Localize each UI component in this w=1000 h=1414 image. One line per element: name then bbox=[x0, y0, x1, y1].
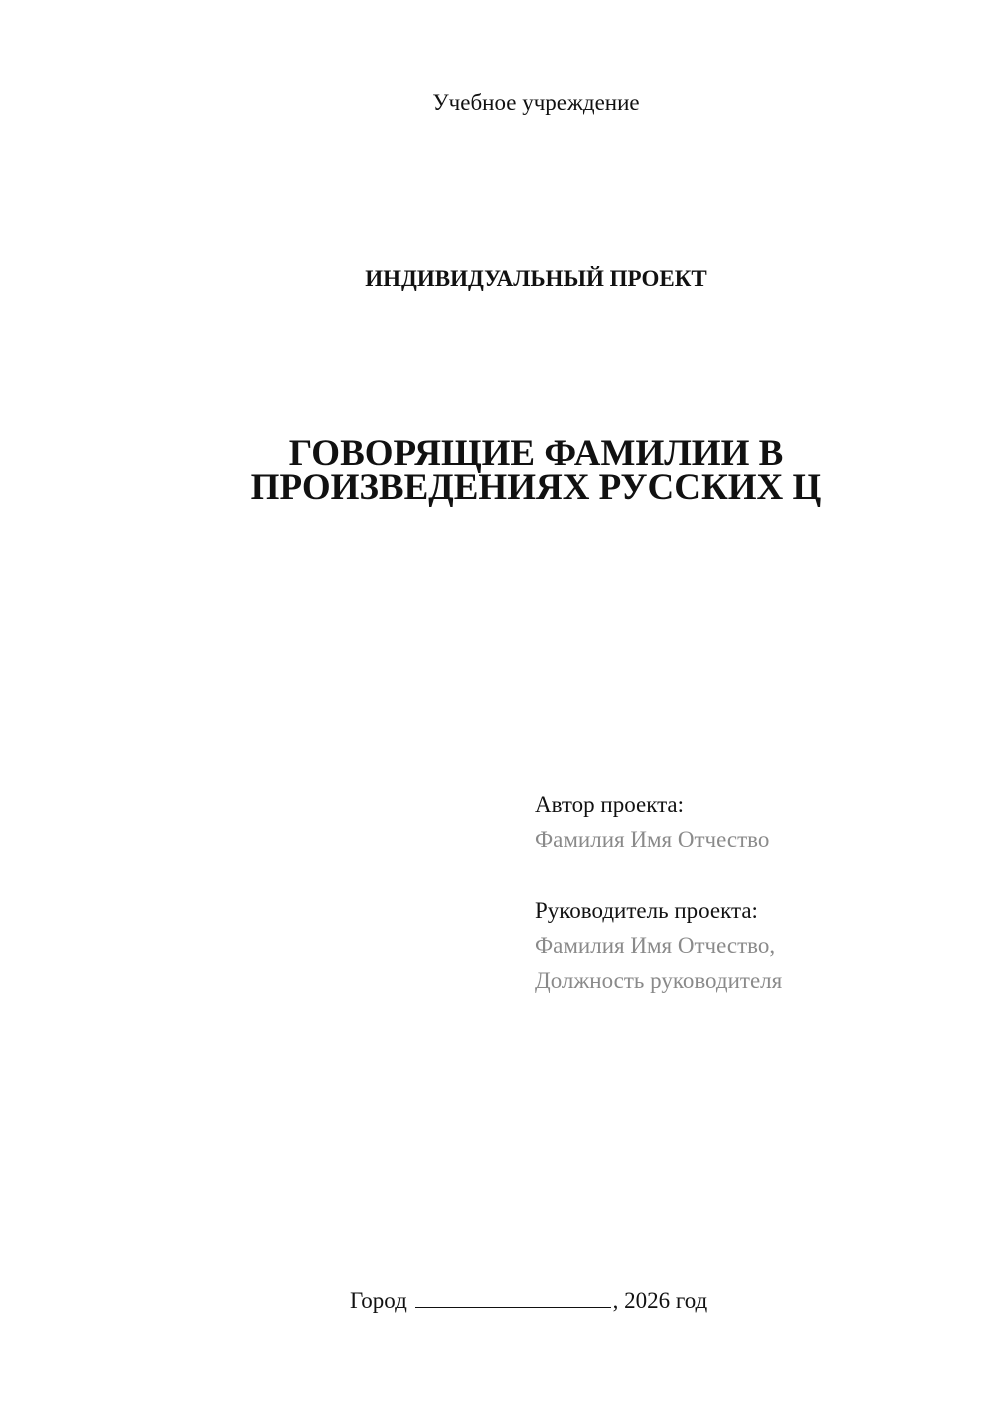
year-text: , 2026 год bbox=[612, 1288, 708, 1313]
project-title bbox=[0, 433, 1000, 508]
supervisor-name-placeholder: Фамилия Имя Отчество, bbox=[535, 933, 776, 958]
city-blank-line bbox=[415, 1288, 611, 1308]
supervisor-label: Руководитель проекта: bbox=[535, 898, 758, 923]
author-name-placeholder: Фамилия Имя Отчество bbox=[535, 827, 770, 852]
institution-name: Учебное учреждение bbox=[432, 90, 640, 115]
credits-block bbox=[535, 787, 782, 998]
project-type-heading: ИНДИВИДУАЛЬНЫЙ ПРОЕКТ bbox=[365, 266, 707, 291]
supervisor-position-placeholder: Должность руководителя bbox=[535, 968, 783, 993]
project-title-line-2: ПРОИЗВЕДЕНИЯХ РУССКИХ Ц bbox=[250, 467, 822, 508]
author-label: Автор проекта: bbox=[535, 792, 684, 817]
footer-city-year bbox=[350, 1288, 707, 1314]
credits-spacer bbox=[535, 857, 782, 893]
project-title-line-1: ГОВОРЯЩИЕ ФАМИЛИИ В bbox=[288, 433, 784, 474]
city-label: Город bbox=[350, 1288, 407, 1313]
